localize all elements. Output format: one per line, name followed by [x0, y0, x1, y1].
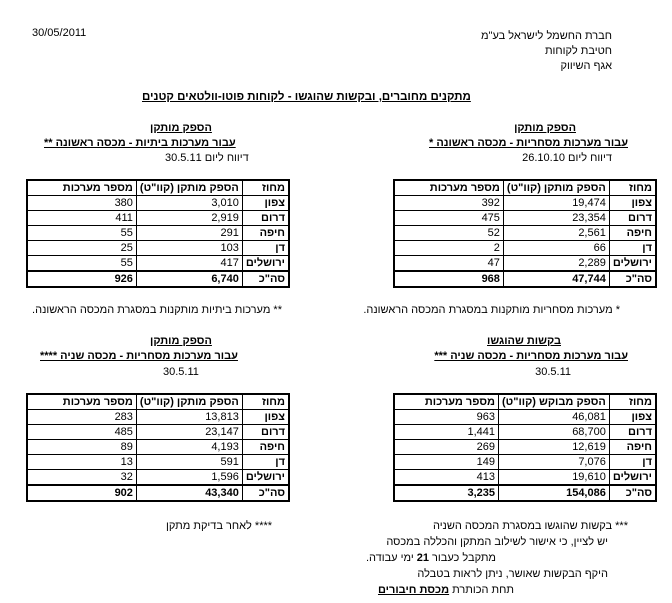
total-count: 926: [27, 271, 136, 287]
count-cell: 2: [394, 241, 503, 256]
table-row: [27, 226, 289, 241]
power-cell: 66: [503, 241, 609, 256]
report-date: 30/05/2011: [32, 27, 87, 39]
region-cell: צפון: [609, 196, 656, 211]
region-cell: דן: [609, 241, 656, 256]
power-cell: 19,610: [499, 470, 610, 486]
table-total-row: [27, 485, 289, 501]
table-row: [27, 211, 289, 226]
col-region: מחוז: [242, 394, 289, 410]
power-cell: 2,919: [136, 211, 242, 226]
col-count: מספר מערכות: [394, 394, 499, 410]
region-cell: ירושלים: [609, 256, 656, 272]
region-cell: ירושלים: [242, 256, 289, 272]
power-cell: 23,354: [503, 211, 609, 226]
count-cell: 13: [27, 455, 136, 470]
power-cell: 2,289: [503, 256, 609, 272]
table-row: [394, 455, 656, 470]
section-subtitle-tr: עבור מערכות מסחריות - מכסה ראשונה *: [429, 137, 628, 149]
table-requests-quota2: [393, 393, 657, 502]
col-count: מספר מערכות: [27, 180, 136, 196]
power-cell: 68,700: [499, 425, 610, 440]
table-row: [394, 211, 656, 226]
region-cell: חיפה: [242, 440, 289, 455]
power-cell: 103: [136, 241, 242, 256]
table-row: [394, 241, 656, 256]
department-name: אגף השיווק: [560, 60, 612, 72]
table-header-row: [27, 180, 289, 196]
table-row: [27, 440, 289, 455]
power-cell: 417: [136, 256, 242, 272]
table-row: [394, 470, 656, 486]
total-count: 3,235: [394, 485, 499, 501]
footnote-1: * מערכות מסחריות מותקנות במסגרת המכסה הראשונה.: [363, 304, 620, 316]
table-row: [27, 256, 289, 272]
power-cell: 291: [136, 226, 242, 241]
table-total-row: [394, 485, 656, 501]
section-date-br: 30.5.11: [535, 366, 571, 378]
power-cell: 1,596: [136, 470, 242, 486]
section-date-tl: דיווח ליום 30.5.11: [165, 152, 249, 164]
count-cell: 52: [394, 226, 503, 241]
count-cell: 55: [27, 226, 136, 241]
table-commercial-quota1: [393, 179, 657, 288]
table-header-row: [394, 394, 656, 410]
division-name: חטיבת לקוחות: [544, 45, 612, 57]
table-row: [27, 425, 289, 440]
table-header-row: [27, 394, 289, 410]
col-region: מחוז: [609, 180, 656, 196]
page-title: מתקנים מחוברים, ובקשות שהוגשו - לקוחות פוטו-וולטאים קטנים: [142, 91, 471, 103]
table-total-row: [394, 271, 656, 287]
footnote-3-line4: היקף הבקשות שאושר, ניתן לראות בטבלה: [417, 568, 608, 580]
footnote-4: **** לאחר בדיקת מתקן: [166, 520, 273, 532]
section-title-bl: הספק מותקן: [150, 335, 212, 347]
table-row: [27, 196, 289, 211]
col-power: הספק מותקן (קוו"ט): [503, 180, 609, 196]
col-count: מספר מערכות: [394, 180, 503, 196]
section-subtitle-tl: עבור מערכות ביתיות - מכסה ראשונה **: [44, 137, 236, 149]
region-cell: ירושלים: [609, 470, 656, 486]
footnote-3-line3-a: מתקבל כעבור: [429, 552, 496, 564]
count-cell: 392: [394, 196, 503, 211]
total-label: סה"כ: [242, 485, 289, 501]
count-cell: 413: [394, 470, 499, 486]
count-cell: 283: [27, 410, 136, 425]
section-date-tr: דיווח ליום 26.10.10: [522, 152, 612, 164]
total-label: סה"כ: [609, 485, 656, 501]
power-cell: 2,561: [503, 226, 609, 241]
power-cell: 3,010: [136, 196, 242, 211]
power-cell: 46,081: [499, 410, 610, 425]
table-row: [27, 470, 289, 486]
footnote-3-line3: [366, 552, 496, 564]
total-power: 6,740: [136, 271, 242, 287]
region-cell: ירושלים: [242, 470, 289, 486]
total-power: 47,744: [503, 271, 609, 287]
total-label: סה"כ: [609, 271, 656, 287]
region-cell: דן: [609, 455, 656, 470]
total-label: סה"כ: [242, 271, 289, 287]
section-title-br: בקשות שהוגשו: [487, 335, 561, 347]
section-title-tr: הספק מותקן: [514, 122, 576, 134]
region-cell: צפון: [242, 410, 289, 425]
col-power: הספק מותקן (קוו"ט): [136, 180, 242, 196]
power-cell: 591: [136, 455, 242, 470]
footnote-3-line1: *** בקשות שהוגשו במסגרת המכסה השניה: [432, 520, 628, 532]
table-row: [27, 410, 289, 425]
footnote-3-days: 21: [416, 552, 429, 564]
table-total-row: [27, 271, 289, 287]
region-cell: דן: [242, 455, 289, 470]
total-count: 968: [394, 271, 503, 287]
footnote-3-line3-c: ימי עבודה.: [365, 552, 417, 564]
company-name: חברת החשמל לישראל בע"מ: [481, 30, 612, 42]
region-cell: חיפה: [609, 226, 656, 241]
region-cell: דרום: [242, 425, 289, 440]
table-row: [394, 226, 656, 241]
power-cell: 19,474: [503, 196, 609, 211]
count-cell: 475: [394, 211, 503, 226]
count-cell: 25: [27, 241, 136, 256]
col-power: הספק מותקן (קוו"ט): [136, 394, 242, 410]
col-region: מחוז: [609, 394, 656, 410]
quota-link-text: מכסת חיבורים: [377, 584, 450, 596]
table-header-row: [394, 180, 656, 196]
table-commercial-quota2: [26, 393, 290, 502]
count-cell: 963: [394, 410, 499, 425]
col-power: הספק מבוקש (קוו"ט): [499, 394, 610, 410]
region-cell: צפון: [242, 196, 289, 211]
count-cell: 380: [27, 196, 136, 211]
footnote-2: ** מערכות ביתיות מותקנות במסגרת המכסה הראשונה.: [32, 304, 282, 316]
table-residential-quota1: [26, 179, 290, 288]
count-cell: 269: [394, 440, 499, 455]
table-row: [394, 256, 656, 272]
table-row: [394, 196, 656, 211]
count-cell: 89: [27, 440, 136, 455]
count-cell: 32: [27, 470, 136, 486]
footnote-3-line5: [378, 584, 514, 596]
footnote-3-line2: יש לציין, כי אישור לשילוב המתקן והכללה במכסה: [386, 536, 608, 548]
region-cell: חיפה: [242, 226, 289, 241]
count-cell: 411: [27, 211, 136, 226]
region-cell: דרום: [609, 211, 656, 226]
region-cell: דרום: [242, 211, 289, 226]
total-power: 43,340: [136, 485, 242, 501]
region-cell: חיפה: [609, 440, 656, 455]
section-date-bl: 30.5.11: [163, 366, 199, 378]
table-row: [27, 241, 289, 256]
count-cell: 55: [27, 256, 136, 272]
col-count: מספר מערכות: [27, 394, 136, 410]
power-cell: 13,813: [136, 410, 242, 425]
section-subtitle-br: עבור מערכות מסחריות - מכסה שניה ***: [434, 350, 628, 362]
table-row: [394, 410, 656, 425]
count-cell: 1,441: [394, 425, 499, 440]
count-cell: 149: [394, 455, 499, 470]
total-count: 902: [27, 485, 136, 501]
count-cell: 485: [27, 425, 136, 440]
table-row: [394, 440, 656, 455]
power-cell: 23,147: [136, 425, 242, 440]
footnote-3-line5-a: תחת הכותרת: [449, 584, 514, 596]
region-cell: דן: [242, 241, 289, 256]
power-cell: 12,619: [499, 440, 610, 455]
col-region: מחוז: [242, 180, 289, 196]
region-cell: דרום: [609, 425, 656, 440]
table-row: [27, 455, 289, 470]
section-title-tl: הספק מותקן: [150, 122, 212, 134]
total-power: 154,086: [499, 485, 610, 501]
region-cell: צפון: [609, 410, 656, 425]
table-row: [394, 425, 656, 440]
count-cell: 47: [394, 256, 503, 272]
section-subtitle-bl: עבור מערכות מסחריות - מכסה שניה ****: [40, 350, 238, 362]
power-cell: 4,193: [136, 440, 242, 455]
power-cell: 7,076: [499, 455, 610, 470]
